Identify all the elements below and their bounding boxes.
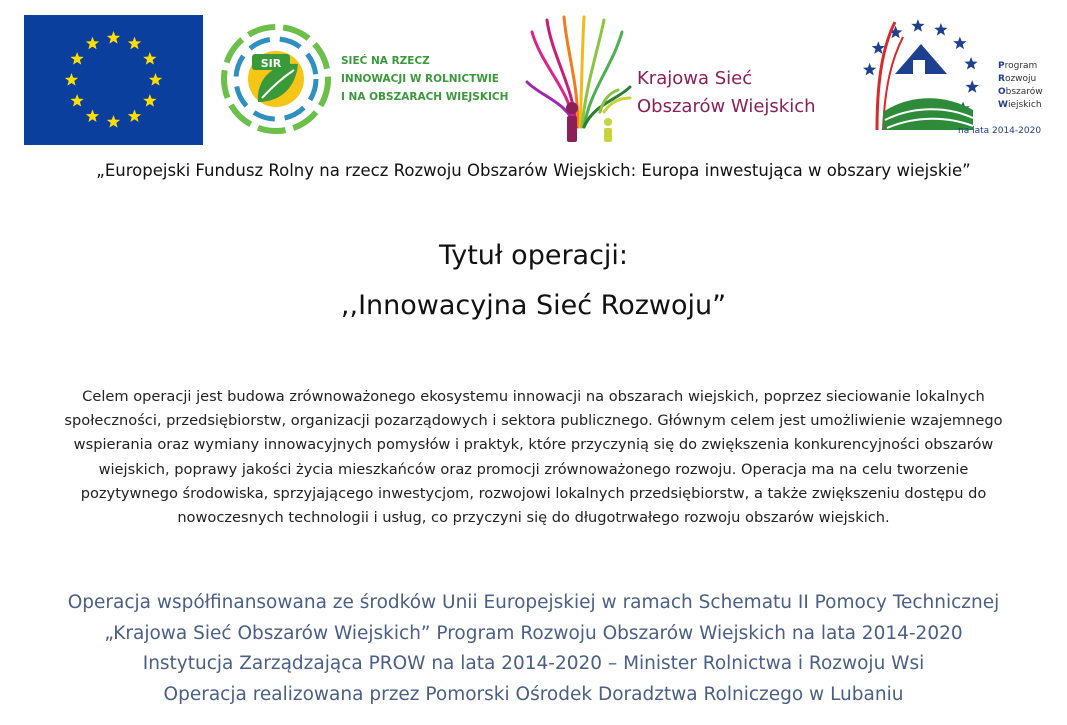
svg-text:SIEĆ NA RZECZ: SIEĆ NA RZECZ [341, 55, 430, 67]
description-line: społeczności, przedsiębiorstw, organizacji pozarządowych i sektora publicznego. Głównym celem jest umożliwienie wzajemnego [64, 412, 1003, 430]
footer-line: Instytucja Zarządzająca PROW na lata 2014-2020 – Minister Rolnictwa i Rozwoju Wsi [142, 653, 925, 674]
prow-star-icon [911, 19, 924, 32]
funding-footer [0, 588, 1067, 710]
logo-bar [0, 0, 1067, 150]
svg-text:Krajowa Sieć: Krajowa Sieć [637, 68, 753, 89]
prow-star-icon [934, 23, 947, 36]
sir-logo [216, 12, 516, 147]
svg-text:SIR: SIR [260, 57, 282, 70]
description-line: wiejskich, poprawy jakości życia mieszkańców oraz promocji zrównoważonego rozwoju. Operacja ma na celu tworzenie [98, 460, 969, 478]
prow-star-icon [964, 57, 977, 70]
operation-description [18, 385, 1049, 530]
footer-line: „Krajowa Sieć Obszarów Wiejskich” Program Rozwoju Obszarów Wiejskich na lata 2014-2020 [104, 622, 963, 644]
operation-name: ,,Innowacyjna Sieć Rozwoju” [340, 290, 727, 321]
svg-text:Program: Program [998, 61, 1038, 71]
sir-flower-icon [224, 27, 328, 131]
svg-text:INNOWACJI W ROLNICTWIE: INNOWACJI W ROLNICTWIE [341, 73, 499, 85]
footer-line: Operacja współfinansowana ze środków Unii Europejskiej w ramach Schematu II Pomocy Technicznej [67, 592, 1000, 613]
ksow-logo [522, 12, 842, 147]
ksow-tree-icon [527, 17, 630, 127]
operation-title-label: Tytuł operacji: [438, 240, 629, 271]
description-line: wspierania oraz wymiany innowacyjnych pomysłów i praktyk, które przyczynią się do zwiększenia konkurencyjności obszarów [73, 436, 994, 454]
eu-flag-icon [24, 15, 203, 145]
description-line: pozytywnego środowiska, sprzyjającego inwestycjom, rozwojowi lokalnych przedsiębiorstw, a także zwiększeniu dostępu do [80, 484, 987, 502]
prow-star-icon [863, 63, 876, 76]
footer-line: Operacja realizowana przez Pomorski Ośrodek Doradztwa Rolniczego w Lubaniu [163, 683, 904, 705]
svg-text:na lata 2014-2020: na lata 2014-2020 [958, 126, 1042, 136]
description-line: nowoczesnych technologii i usług, co przyczyni się do długotrwałego rozwoju obszarów wiejskich. [177, 509, 890, 527]
prow-logo [855, 12, 1055, 147]
prow-star-icon [966, 80, 979, 93]
program-tagline: „Europejski Fundusz Rolny na rzecz Rozwoju Obszarów Wiejskich: Europa inwestująca w obszary wiejskie” [96, 161, 971, 180]
svg-text:Wiejskich: Wiejskich [998, 100, 1042, 110]
svg-text:I NA OBSZARACH WIEJSKICH: I NA OBSZARACH WIEJSKICH [341, 91, 509, 103]
description-line: Celem operacji jest budowa zrównoważonego ekosystemu innowacji na obszarach wiejskich, poprzez sieciowanie lokalnych [82, 388, 985, 405]
svg-text:Rozwoju: Rozwoju [998, 74, 1037, 84]
prow-star-icon [953, 36, 966, 49]
prow-emblem-icon [863, 19, 979, 130]
svg-text:Obszarów: Obszarów [998, 87, 1043, 97]
svg-text:Obszarów Wiejskich: Obszarów Wiejskich [637, 96, 816, 117]
